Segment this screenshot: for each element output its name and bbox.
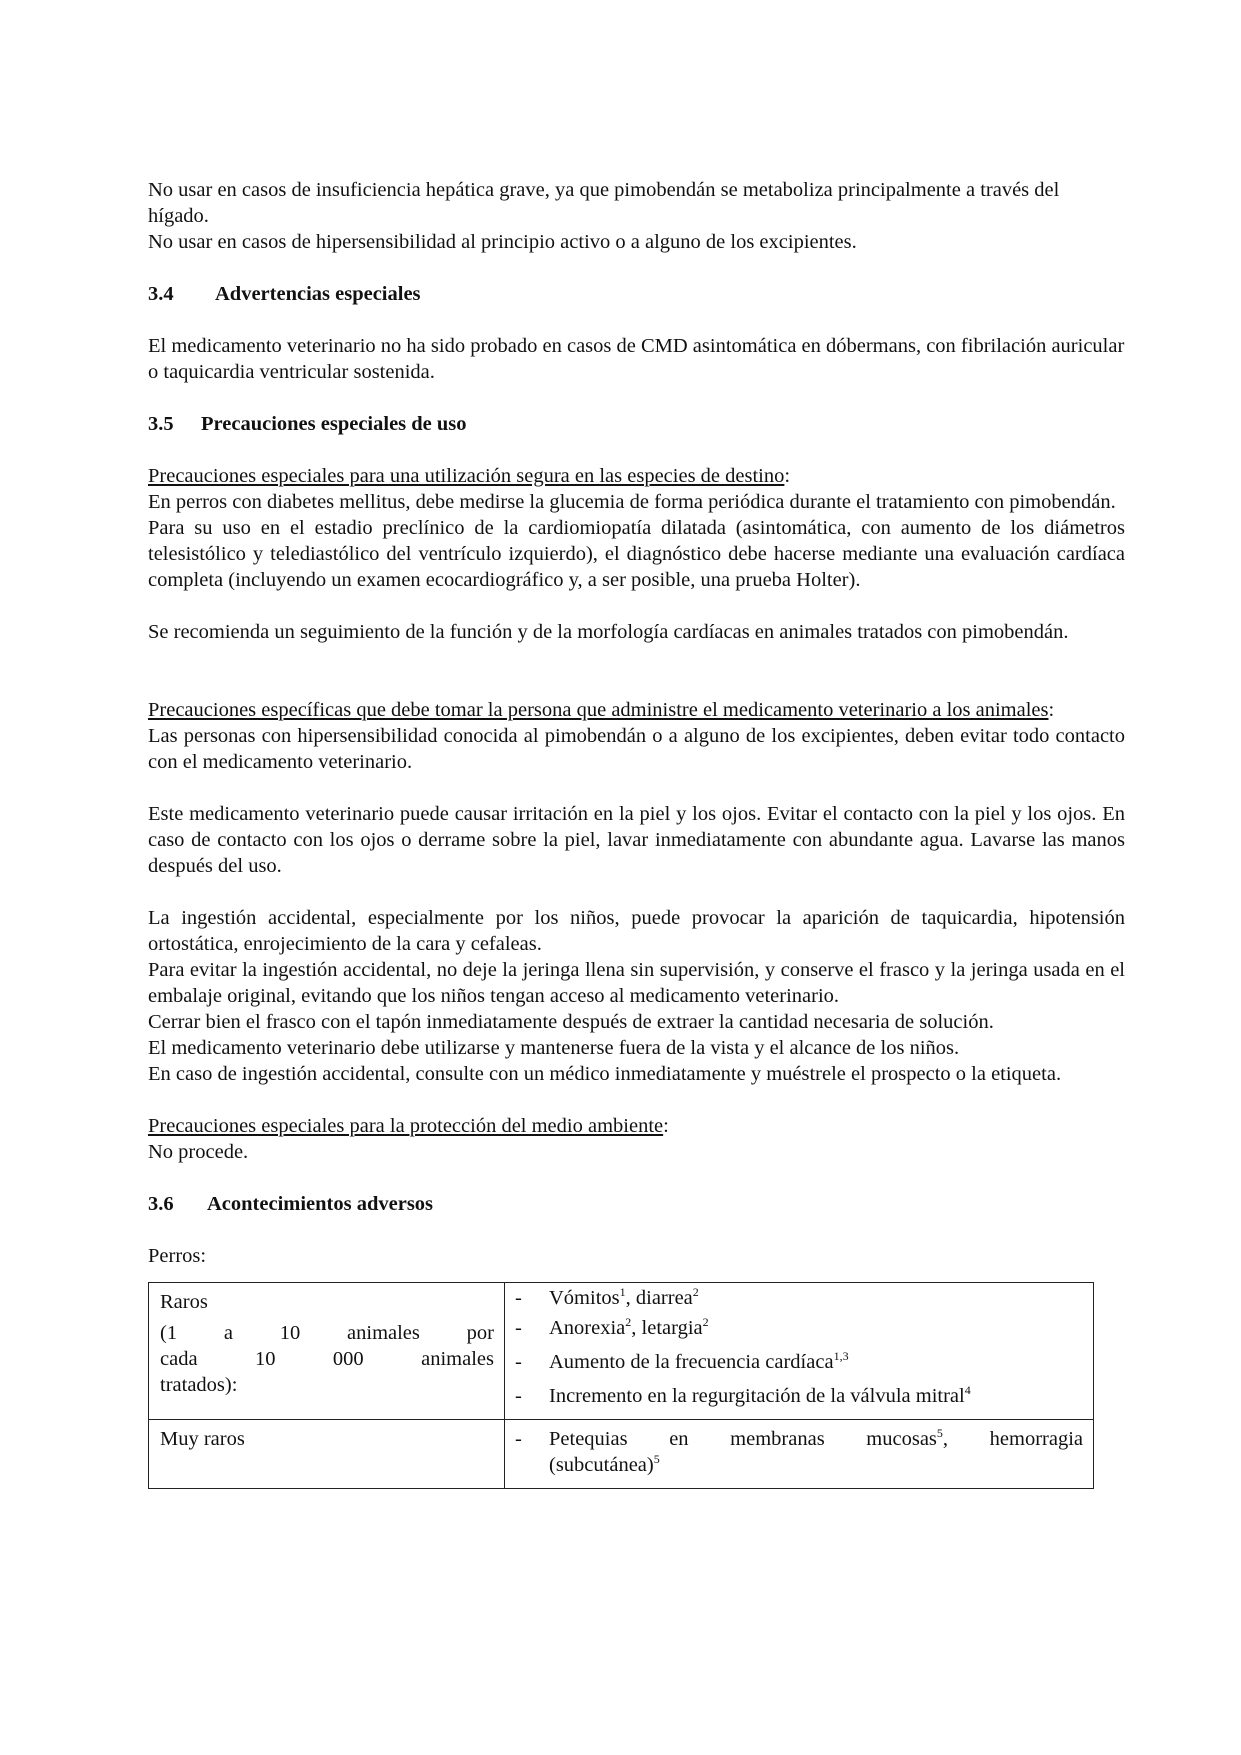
subsection-title: Precauciones especiales para una utilización segura en las especies de destino xyxy=(148,465,785,487)
separator: , xyxy=(942,1428,990,1450)
event-text: hemorragia (subcutánea) xyxy=(549,1428,1084,1476)
paragraph: Las personas con hipersensibilidad conocida al pimobendán o a alguno de los excipientes, deben evitar todo contacto con el medicamento veterinario. xyxy=(148,725,1125,773)
dash-marker: - xyxy=(515,1385,522,1407)
list-item xyxy=(515,1315,1083,1341)
paragraph: En caso de ingestión accidental, consulte con un médico inmediatamente y muéstrele el prospecto o la etiqueta. xyxy=(148,1063,1062,1085)
subsection-title: Precauciones especiales para la protección del medio ambiente xyxy=(148,1115,664,1137)
separator: , xyxy=(631,1317,642,1339)
paragraph: En perros con diabetes mellitus, debe medirse la glucemia de forma periódica durante el tratamiento con pimobendán. xyxy=(148,491,1116,513)
table-row xyxy=(149,1283,1094,1420)
frequency-cell xyxy=(149,1420,505,1489)
subsection-environment: Precauciones especiales para la protección del medio ambiente: xyxy=(148,1115,669,1137)
section-number: 3.6 xyxy=(148,1193,174,1215)
list-item xyxy=(515,1383,1083,1409)
footnote-ref: 5 xyxy=(653,1452,660,1466)
footnote-ref: 1 xyxy=(619,1285,626,1299)
list-item xyxy=(515,1426,1083,1478)
footnote-ref: 2 xyxy=(702,1315,709,1329)
paragraph: El medicamento veterinario debe utilizarse y mantenerse fuera de la vista y el alcance de los niños. xyxy=(148,1037,960,1059)
event-text: Vómitos xyxy=(549,1287,620,1309)
section-title: Advertencias especiales xyxy=(215,283,421,305)
events-cell xyxy=(505,1283,1094,1420)
paragraph: Para su uso en el estadio preclínico de la cardiomiopatía dilatada (asintomática, con aumento de los diámetros telesistólico y telediastólico del ventrículo izquierdo), el diagnóstico debe hacerse mediante una evaluación cardíaca completa (incluyendo un examen ecocardiográfico y, a ser posible, una prueba Holter). xyxy=(148,517,1125,591)
contraindication-hepatic: No usar en casos de insuficiencia hepática grave, ya que pimobendán se metaboliza principalmente a través del hígado. xyxy=(148,179,1060,227)
paragraph: No procede. xyxy=(148,1141,249,1163)
paragraph: Cerrar bien el frasco con el tapón inmediatamente después de extraer la cantidad necesaria de solución. xyxy=(148,1011,994,1033)
dash-marker: - xyxy=(515,1317,522,1339)
table-row xyxy=(149,1420,1094,1489)
frequency-description: (1 a 10 animales por cada 10 000 animales tratados): xyxy=(160,1322,494,1396)
event-text: Petequias en membranas mucosas xyxy=(549,1428,937,1450)
events-list xyxy=(515,1285,1083,1409)
subsection-title: Precauciones específicas que debe tomar la persona que administre el medicamento veterinario a los animales xyxy=(148,699,1049,721)
footnote-ref: 1,3 xyxy=(833,1349,849,1363)
list-item xyxy=(515,1285,1083,1311)
event-text: Incremento en la regurgitación de la válvula mitral xyxy=(549,1385,965,1407)
section-3-4-heading xyxy=(148,281,1125,307)
document-page xyxy=(148,177,1125,1489)
frequency-label: Raros xyxy=(160,1291,208,1313)
section-3-5-heading xyxy=(148,411,1125,437)
dash-marker: - xyxy=(515,1428,522,1450)
subsection-user-precautions: Precauciones específicas que debe tomar la persona que administre el medicamento veterinario a los animales: xyxy=(148,699,1055,721)
paragraph: Este medicamento veterinario puede causar irritación en la piel y los ojos. Evitar el contacto con la piel y los ojos. En caso de contacto con los ojos o derrame sobre la piel, lavar inmediatamente con abundante agua. Lavarse las manos después del uso. xyxy=(148,803,1125,877)
contraindication-hypersensitivity: No usar en casos de hipersensibilidad al principio activo o a alguno de los excipientes. xyxy=(148,231,857,253)
footnote-ref: 2 xyxy=(692,1285,699,1299)
section-title: Precauciones especiales de uso xyxy=(201,413,467,435)
section-number: 3.4 xyxy=(148,283,174,305)
footnote-ref: 2 xyxy=(625,1315,632,1329)
events-list xyxy=(515,1426,1083,1478)
event-text: diarrea xyxy=(635,1287,693,1309)
paragraph: La ingestión accidental, especialmente por los niños, puede provocar la aparición de taquicardia, hipotensión ortostática, enrojecimiento de la cara y cefaleas. xyxy=(148,907,1125,955)
dash-marker: - xyxy=(515,1287,522,1309)
paragraph: Para evitar la ingestión accidental, no deje la jeringa llena sin supervisión, y conserve el frasco y la jeringa usada en el embalaje original, evitando que los niños tengan acceso al medicamento veterinario. xyxy=(148,959,1125,1007)
footnote-ref: 5 xyxy=(936,1426,943,1440)
frequency-cell xyxy=(149,1283,505,1420)
subsection-target-species: Precauciones especiales para una utilización segura en las especies de destino: xyxy=(148,465,791,487)
frequency-label: Muy raros xyxy=(160,1428,245,1450)
event-text: Aumento de la frecuencia cardíaca xyxy=(549,1351,834,1373)
special-warnings-text: El medicamento veterinario no ha sido probado en casos de CMD asintomática en dóbermans, con fibrilación auricular o taquicardia ventricular sostenida. xyxy=(148,335,1125,383)
dash-marker: - xyxy=(515,1351,522,1373)
section-3-6-heading xyxy=(148,1191,1125,1217)
paragraph: Se recomienda un seguimiento de la función y de la morfología cardíacas en animales tratados con pimobendán. xyxy=(148,621,1069,643)
section-title: Acontecimientos adversos xyxy=(207,1193,434,1215)
footnote-ref: 4 xyxy=(964,1383,971,1397)
separator: , xyxy=(625,1287,636,1309)
list-item xyxy=(515,1349,1083,1375)
event-text: letargia xyxy=(641,1317,703,1339)
events-cell xyxy=(505,1420,1094,1489)
adverse-events-table xyxy=(148,1282,1094,1489)
species-label: Perros: xyxy=(148,1245,207,1267)
section-number: 3.5 xyxy=(148,413,174,435)
event-text: Anorexia xyxy=(549,1317,626,1339)
